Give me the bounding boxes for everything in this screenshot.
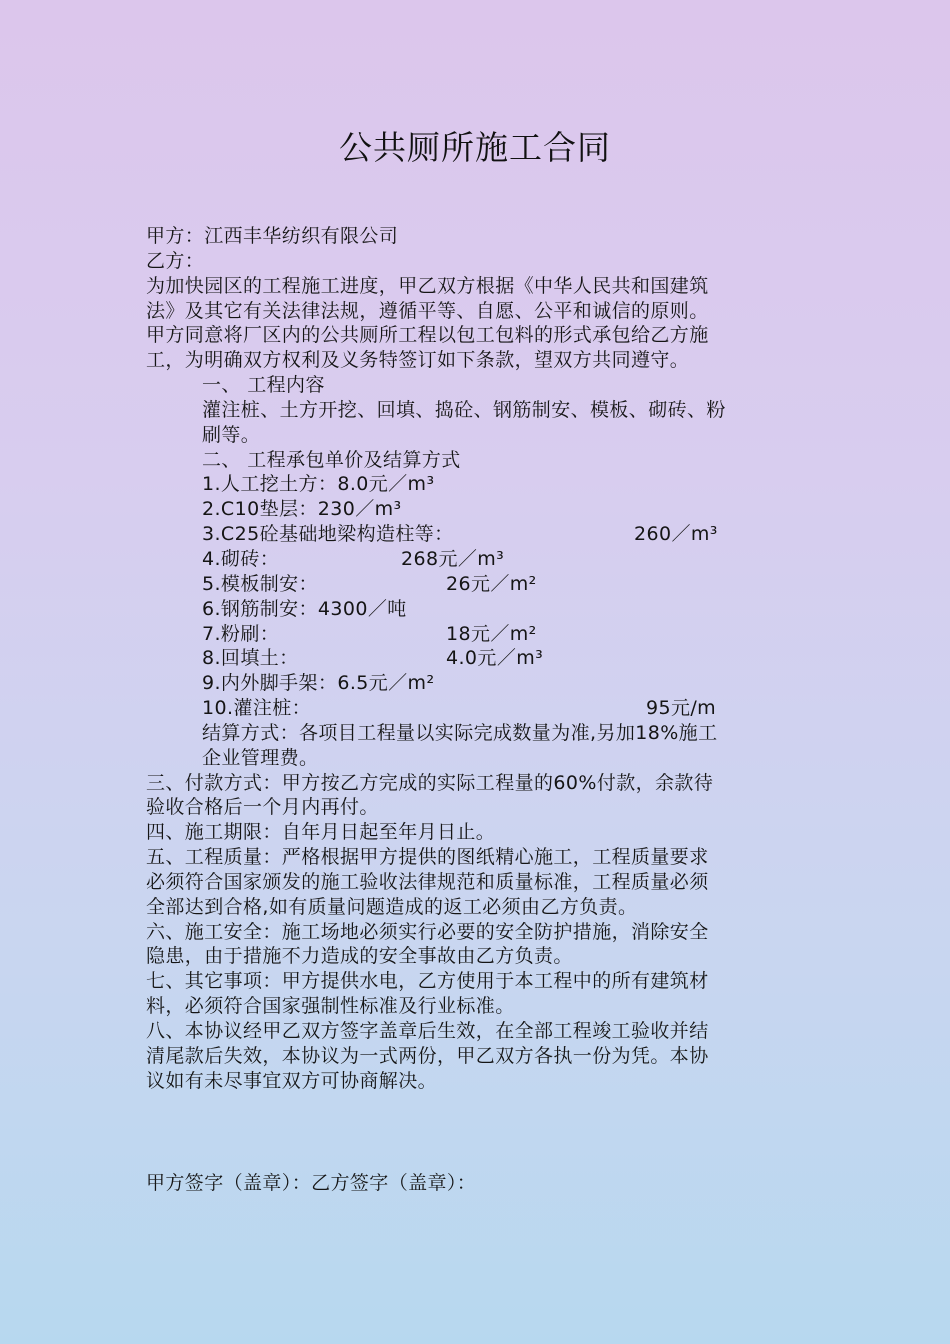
price-item (146, 622, 812, 647)
section6-line: 六、施工安全：施工场地必须实行必要的安全防护措施，消除安全 (146, 920, 709, 943)
contract-body (146, 224, 812, 1094)
section5-line: 必须符合国家颁发的施工验收法律规范和质量标准，工程质量必须 (146, 870, 709, 893)
section1-heading: 一、 工程内容 (202, 374, 325, 397)
section5-line: 五、工程质量：严格根据甲方提供的图纸精心施工，工程质量要求 (146, 846, 709, 869)
section7-line: 料，必须符合国家强制性标准及行业标准。 (146, 995, 515, 1018)
section8-line: 议如有未尽事宜双方可协商解决。 (146, 1069, 438, 1092)
price-item-label: 7.粉刷： (202, 622, 280, 645)
price-item-label: 3.C25砼基础地梁构造柱等： (202, 523, 454, 546)
intro-line: 甲方同意将厂区内的公共厕所工程以包工包料的形式承包给乙方施 (146, 324, 709, 347)
price-item (146, 497, 812, 522)
price-item (146, 646, 812, 671)
section3-line: 验收合格后一个月内再付。 (146, 796, 379, 819)
price-item (146, 522, 812, 547)
price-item-value: 4.0元／m³ (446, 647, 544, 670)
price-item-label: 4.砌砖： (202, 547, 280, 570)
price-item (146, 696, 812, 721)
price-item (146, 547, 812, 572)
section1-content: 刷等。 (202, 423, 261, 446)
intro-line: 为加快园区的工程施工进度，甲乙双方根据《中华人民共和国建筑 (146, 274, 709, 297)
document-title: 公共厕所施工合同 (339, 128, 611, 167)
price-item-label: 1.人工挖土方：8.0元／m³ (202, 473, 435, 496)
price-item-value: 95元/m (646, 697, 717, 720)
signature-line: 甲方签字（盖章）：乙方签字（盖章）： (146, 1172, 477, 1194)
section8-line: 八、本协议经甲乙双方签字盖章后生效，在全部工程竣工验收并结 (146, 1020, 709, 1042)
section4-line: 四、施工期限：自年月日起至年月日止。 (146, 821, 496, 844)
section1-content: 灌注桩、土方开挖、回填、捣砼、钢筋制安、模板、砌砖、粉 (202, 398, 726, 421)
price-item-label: 9.内外脚手架：6.5元／m² (202, 672, 435, 695)
price-item-value: 26元／m² (446, 572, 537, 595)
party-b-line: 乙方： (146, 249, 205, 272)
section8-line: 清尾款后失效，本协议为一式两份，甲乙双方各执一份为凭。本协 (146, 1044, 709, 1067)
section2-heading: 二、 工程承包单价及结算方式 (202, 448, 461, 471)
party-a-line: 甲方：江西丰华纺织有限公司 (146, 225, 399, 247)
section6-line: 隐患，由于措施不力造成的安全事故由乙方负责。 (146, 945, 573, 968)
price-item-label: 8.回填土： (202, 647, 299, 670)
intro-line: 工，为明确双方权利及义务特签订如下条款，望双方共同遵守。 (146, 349, 690, 372)
section7-line: 七、其它事项：甲方提供水电，乙方使用于本工程中的所有建筑材 (146, 970, 709, 993)
settlement-line: 结算方式：各项目工程量以实际完成数量为准,另加18%施工 (202, 721, 718, 744)
price-item (146, 597, 812, 622)
price-item-label: 2.C10垫层：230／m³ (202, 498, 402, 521)
price-item-label: 10.灌注桩： (202, 697, 312, 720)
price-item (146, 572, 812, 597)
price-item (146, 671, 812, 696)
price-item-value: 18元／m² (446, 622, 537, 645)
price-item-value: 260／m³ (634, 523, 718, 546)
price-item-label: 6.钢筋制安：4300／吨 (202, 597, 407, 620)
price-item (146, 472, 812, 497)
settlement-line: 企业管理费。 (202, 746, 319, 769)
section3-line: 三、付款方式：甲方按乙方完成的实际工程量的60%付款，余款待 (146, 771, 714, 794)
section5-line: 全部达到合格,如有质量问题造成的返工必须由乙方负责。 (146, 895, 638, 918)
intro-line: 法》及其它有关法律法规，遵循平等、自愿、公平和诚信的原则。 (146, 299, 709, 322)
price-item-value: 268元／m³ (401, 547, 505, 570)
price-item-label: 5.模板制安： (202, 572, 318, 595)
